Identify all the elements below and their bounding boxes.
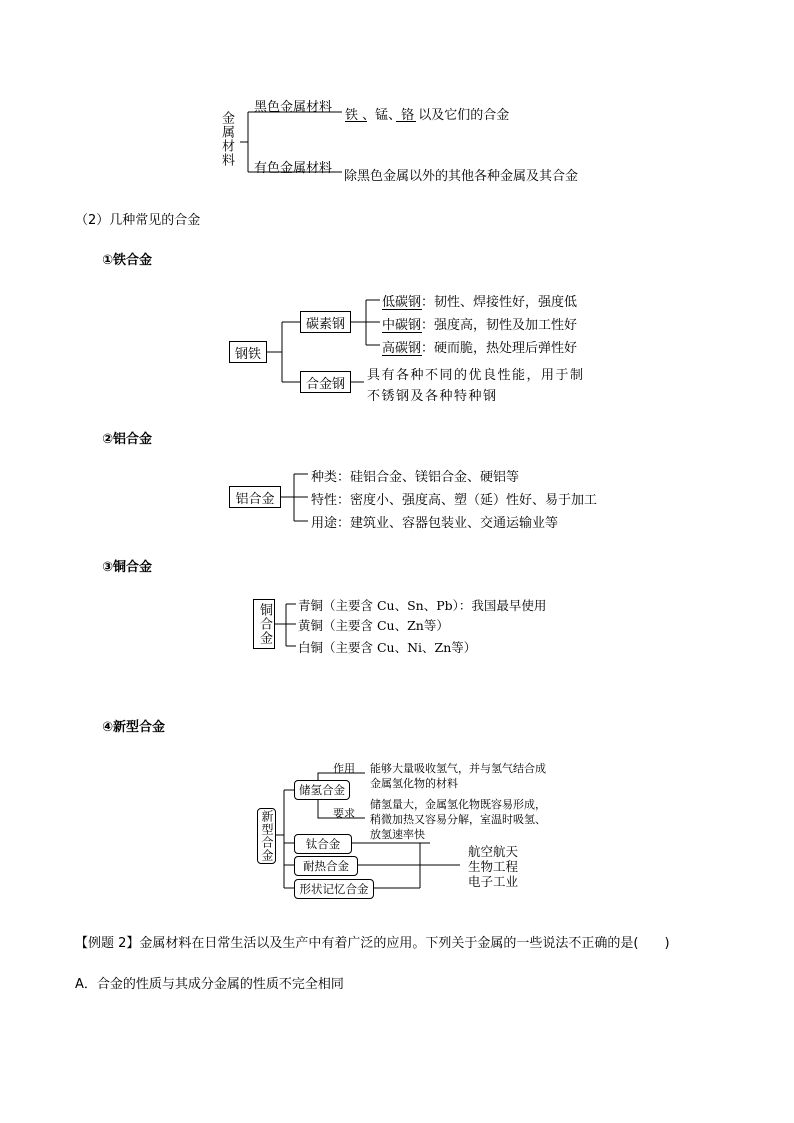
application-aerospace: 航空航天	[468, 844, 519, 859]
example-question: 【例题 2】金属材料在日常生活以及生产中有着广泛的应用。下列关于金属的一些说法不正确的是( )	[75, 936, 670, 951]
underline-chromium	[396, 121, 416, 122]
copper-alloy-heading: ③铜合金	[102, 560, 153, 575]
aluminum-props-text: 特性：密度小、强度高、塑（延）性好、易于加工	[311, 493, 598, 508]
new-alloy-heading: ④新型合金	[102, 720, 166, 735]
require-text-1: 储氢量大，金属氢化物既容易形成，	[370, 798, 546, 811]
iron-alloy-heading: ①铁合金	[102, 253, 153, 268]
alloy-steel-box: 合金钢	[300, 371, 351, 393]
section-title: （2）几种常见的合金	[75, 213, 201, 228]
require-text-3: 放氢速率快	[370, 828, 425, 841]
aluminum-alloy-heading: ②铝合金	[102, 432, 153, 447]
application-electronics: 电子工业	[468, 874, 519, 889]
underline-mid-carbon	[382, 332, 422, 333]
mid-carbon-steel-text: 中碳钢：强度高，韧性及加工性好	[382, 318, 578, 333]
copper-root-box: 铜合金	[253, 599, 275, 649]
low-carbon-steel-text: 低碳钢：韧性、焊接性好，强度低	[382, 295, 578, 310]
white-copper-text: 白铜（主要含 Cu、Ni、Zn等）	[298, 640, 477, 655]
underline-high-carbon	[382, 355, 422, 356]
function-text-1: 能够大量吸收氢气，并与氢气结合成	[370, 762, 546, 775]
steel-root-box: 钢铁	[229, 341, 267, 363]
underline-iron	[345, 121, 367, 122]
ferrous-metal-desc: 铁 、锰、铬 以及它们的合金	[345, 108, 510, 123]
heat-resistant-alloy-box: 耐热合金	[294, 856, 358, 876]
nonferrous-metal-desc: 除黑色金属以外的其他各种金属及其合金	[344, 169, 579, 184]
new-alloy-root-box: 新型合金	[257, 808, 276, 864]
high-carbon-steel-text: 高碳钢：硬而脆，热处理后弹性好	[382, 341, 578, 356]
titanium-alloy-box: 钛合金	[294, 834, 352, 854]
bronze-text: 青铜（主要含 Cu、Sn、Pb）：我国最早使用	[298, 598, 547, 613]
carbon-steel-box: 碳素钢	[300, 311, 351, 333]
brass-text: 黄铜（主要含 Cu、Zn等）	[298, 618, 449, 633]
aluminum-root-box: 铝合金	[229, 486, 281, 508]
shape-memory-alloy-box: 形状记忆合金	[294, 879, 374, 899]
alloy-steel-desc-1: 具有各种不同的优良性能，用于制	[367, 368, 585, 383]
underline-low-carbon	[382, 309, 422, 310]
require-text-2: 稍微加热又容易分解，室温时吸氢、	[370, 813, 546, 826]
aluminum-types-text: 种类：硅铝合金、镁铝合金、硬铝等	[311, 470, 520, 485]
nonferrous-metal-label: 有色金属材料	[254, 161, 333, 176]
application-bioengineering: 生物工程	[468, 859, 519, 874]
hydrogen-storage-box: 储氢合金	[294, 780, 350, 800]
function-text-2: 金属氢化物的材料	[370, 777, 458, 790]
aluminum-uses-text: 用途：建筑业、容器包装业、交通运输业等	[311, 516, 559, 531]
ferrous-metal-label: 黑色金属材料	[254, 100, 333, 115]
alloy-steel-desc-2: 不锈钢及各种特种钢	[367, 389, 498, 404]
require-label: 要求	[333, 807, 355, 820]
option-a: A．合金的性质与其成分金属的性质不完全相同	[75, 977, 344, 992]
function-label: 作用	[333, 762, 355, 775]
metal-materials-root-label: 金属材料	[219, 111, 234, 167]
